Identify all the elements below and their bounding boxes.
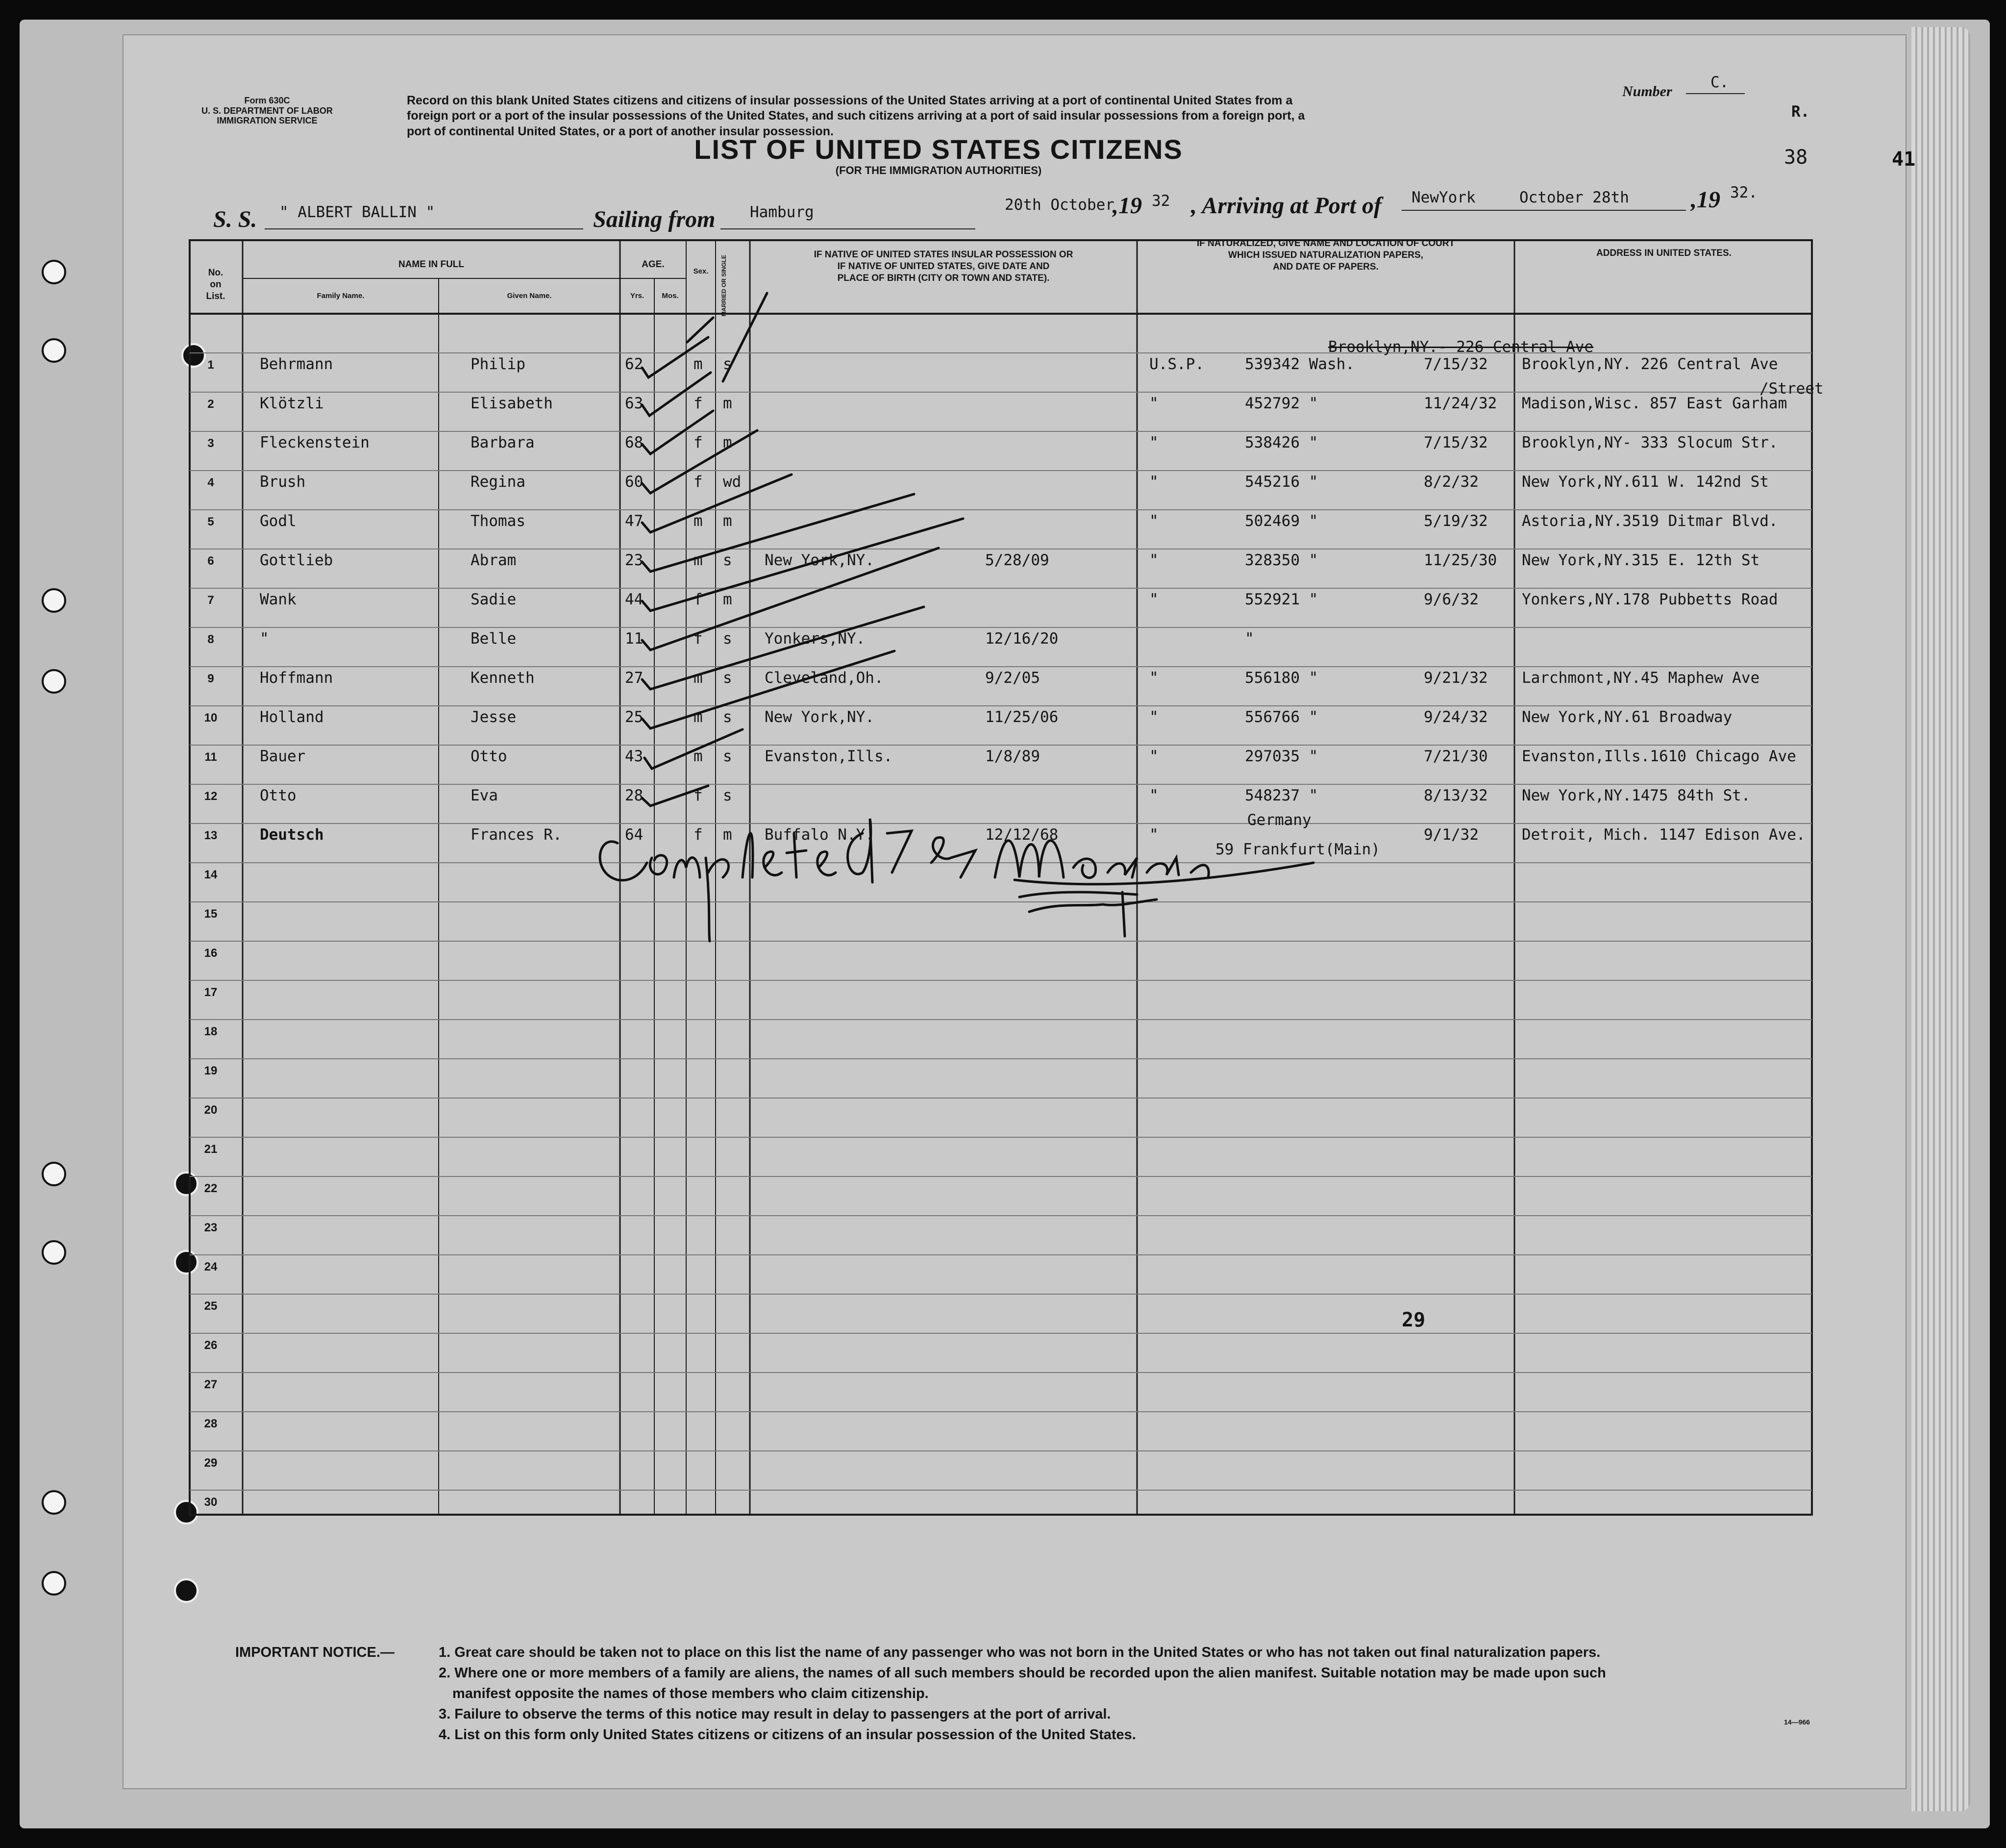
sex-cell: f — [693, 473, 703, 491]
sex-cell: f — [693, 591, 703, 608]
age-years-cell: 63 — [625, 395, 644, 412]
number-label: Number — [1622, 83, 1672, 100]
given-name-cell: Thomas — [471, 512, 525, 530]
notice-item: 2. Where one or more members of a family are aliens, the names of all such members should be recorded upon the alien manifest. Suitable notation may be made upon such — [439, 1665, 1606, 1681]
paper-date-cell: 11/24/32 — [1424, 395, 1497, 412]
address-cell: Larchmont,NY.45 Maphew Ave — [1522, 669, 1760, 687]
r-label: R. — [1791, 103, 1810, 121]
arriving-port: NewYork — [1412, 189, 1476, 206]
empty-row-number: 24 — [204, 1260, 218, 1274]
sex-cell: m — [693, 355, 703, 373]
marital-status-cell: s — [723, 630, 732, 648]
given-name-cell: Kenneth — [471, 669, 535, 687]
address-cell: New York,NY.61 Broadway — [1522, 708, 1733, 726]
paper-date-cell: 7/15/32 — [1424, 355, 1488, 373]
col-sex: Sex. — [693, 267, 709, 275]
empty-row-number: 21 — [204, 1143, 218, 1156]
certificate-cell: 297035 " — [1245, 748, 1318, 765]
certificate-cell: 328350 " — [1245, 551, 1318, 569]
empty-row-number: 17 — [204, 986, 218, 999]
family-name-cell: Godl — [260, 512, 297, 530]
court-cell: " — [1149, 434, 1159, 451]
marital-status-cell: wd — [723, 473, 742, 491]
given-name-cell: Frances R. — [471, 826, 562, 844]
service-name: IMMIGRATION SERVICE — [217, 116, 318, 126]
sex-cell: f — [693, 787, 703, 804]
ship-name: " ALBERT BALLIN " — [279, 203, 435, 221]
given-name-cell: Abram — [471, 551, 517, 569]
given-name-cell: Eva — [471, 787, 498, 804]
family-name-cell: Deutsch — [260, 826, 324, 844]
notice-lead: IMPORTANT NOTICE.— — [235, 1645, 395, 1660]
certificate-cell: 556180 " — [1245, 669, 1318, 687]
paper-date-cell: 11/25/30 — [1424, 551, 1497, 569]
marital-status-cell: s — [723, 787, 732, 804]
given-name-cell: Otto — [471, 748, 507, 765]
sex-cell: f — [693, 434, 703, 451]
court-cell: " — [1149, 826, 1159, 844]
page-subtitle: (FOR THE IMMIGRATION AUTHORITIES) — [835, 164, 1042, 176]
empty-row-number: 26 — [204, 1339, 218, 1352]
family-name-cell: Behrmann — [260, 355, 333, 373]
address-cell: New York,NY.611 W. 142nd St — [1522, 473, 1769, 491]
certificate-cell: 556766 " — [1245, 708, 1318, 726]
marital-status-cell: s — [723, 748, 732, 765]
sailing-underline — [720, 228, 975, 229]
empty-row-number: 28 — [204, 1417, 218, 1430]
rownum-cell: 1 — [207, 358, 214, 372]
age-years-cell: 64 — [625, 826, 644, 844]
birth-date-cell: 12/16/20 — [985, 630, 1059, 648]
arriving-underline — [1402, 210, 1686, 211]
marital-status-cell: m — [723, 591, 732, 608]
empty-row-number: 29 — [204, 1456, 218, 1470]
empty-row-number: 22 — [204, 1182, 218, 1195]
col-family-name: Family Name. — [317, 292, 365, 300]
rownum-cell: 9 — [207, 672, 214, 685]
rownum-cell: 7 — [207, 594, 214, 607]
certificate-cell: 502469 " — [1245, 512, 1318, 530]
binder-hole — [42, 588, 66, 613]
notice-item: 4. List on this form only United States citizens or citizens of an insular possession of the United States. — [439, 1727, 1136, 1743]
binder-hole — [42, 1240, 66, 1265]
address-cell: New York,NY.315 E. 12th St — [1522, 551, 1760, 569]
col-header-line: No. — [208, 268, 223, 278]
age-years-cell: 62 — [625, 355, 644, 373]
notice-item: 3. Failure to observe the terms of this notice may result in delay to passengers at the port of arrival. — [439, 1706, 1111, 1723]
marital-status-cell: m — [723, 395, 732, 412]
given-name-cell: Barbara — [471, 434, 535, 451]
record-line: port of continental United States, or a port of another insular possession. — [407, 124, 834, 138]
col-given-name: Given Name. — [507, 292, 552, 300]
inspector-signature — [588, 804, 1323, 951]
certificate-cell: Germany — [1247, 811, 1312, 829]
age-years-cell: 43 — [625, 748, 644, 765]
struck-address: Brooklyn,NY.- 226 Central Ave — [1328, 338, 1594, 356]
age-years-cell: 68 — [625, 434, 644, 451]
given-name-cell: Belle — [471, 630, 517, 648]
birth-place-cell: Evanston,Ills. — [765, 748, 893, 765]
record-instructions — [407, 93, 1549, 139]
family-name-cell: Bauer — [260, 748, 306, 765]
page-number: 38 — [1784, 146, 1808, 169]
rownum-cell: 6 — [207, 554, 214, 568]
marital-status-cell: m — [723, 434, 732, 451]
birth-date-cell: 5/28/09 — [985, 551, 1049, 569]
court-cell: U.S.P. — [1149, 355, 1204, 373]
age-years-cell: 27 — [625, 669, 644, 687]
family-name-cell: Holland — [260, 708, 324, 726]
paper-date-cell: 9/24/32 — [1424, 708, 1488, 726]
sex-cell: m — [693, 669, 703, 687]
address-cell: New York,NY.1475 84th St. — [1522, 787, 1751, 804]
col-address: ADDRESS IN UNITED STATES. — [1596, 248, 1732, 258]
binder-hole — [174, 1578, 198, 1603]
col-header-line: List. — [206, 291, 225, 301]
empty-row-number: 23 — [204, 1221, 218, 1234]
certificate-cell: 538426 " — [1245, 434, 1318, 451]
arriving-date: October 28th — [1519, 189, 1629, 206]
ship-underline — [265, 228, 583, 229]
marital-status-cell: s — [723, 708, 732, 726]
col-naturalization — [1139, 238, 1512, 273]
court-cell: " — [1149, 512, 1159, 530]
department-name: U. S. DEPARTMENT OF LABOR — [201, 105, 333, 116]
birth-place-cell: Buffalo N.Y. — [765, 826, 874, 844]
birth-place-cell: New York,NY. — [765, 551, 874, 569]
address-cell: Yonkers,NY.178 Pubbetts Road — [1522, 591, 1778, 608]
rownum-cell: 8 — [207, 633, 214, 646]
notice-item: 1. Great care should be taken not to place on this list the name of any passenger who was not born in the United States or who has not taken out final naturalization papers. — [439, 1645, 1601, 1660]
col-no-on-list — [191, 267, 240, 302]
paper-date-cell: 9/6/32 — [1424, 591, 1479, 608]
paper-date-cell: 9/1/32 — [1424, 826, 1479, 844]
family-name-cell: Fleckenstein — [260, 434, 370, 451]
birth-date-cell: 12/12/68 — [985, 826, 1059, 844]
family-name-cell: Klötzli — [260, 395, 324, 412]
birth-place-cell: Cleveland,Oh. — [765, 669, 884, 687]
paper-date-cell: 5/19/32 — [1424, 512, 1488, 530]
sailing-date: 20th October — [1005, 196, 1114, 214]
binder-hole — [42, 669, 66, 694]
empty-row-number: 14 — [204, 868, 218, 881]
family-name-cell: Brush — [260, 473, 306, 491]
rownum-cell: 3 — [207, 437, 214, 450]
given-name-cell: Regina — [471, 473, 525, 491]
given-name-cell: Philip — [471, 355, 525, 373]
record-line: Record on this blank United States citizens and citizens of insular possessions of the United States arriving at a port of continental United States from a — [407, 94, 1293, 107]
form-number: Form 630C — [244, 96, 290, 105]
court-cell: " — [1149, 708, 1159, 726]
col-header-line: IF NATIVE OF UNITED STATES, GIVE DATE AND — [837, 261, 1050, 272]
rownum-cell: 2 — [207, 398, 214, 411]
paper-date-cell: 7/15/32 — [1424, 434, 1488, 451]
court-cell: " — [1149, 473, 1159, 491]
year-label: ,19 — [1691, 187, 1720, 213]
address-cell: Brooklyn,NY- 333 Slocum Str. — [1522, 434, 1778, 451]
col-age-months: Mos. — [662, 292, 679, 300]
address-cell: Brooklyn,NY. 226 Central Ave — [1522, 355, 1778, 373]
binder-hole — [42, 1490, 66, 1515]
paper-date-cell: 8/2/32 — [1424, 473, 1479, 491]
rownum-cell: 12 — [204, 790, 218, 803]
family-name-cell: Wank — [260, 591, 297, 608]
sex-cell: m — [693, 551, 703, 569]
sex-cell: m — [693, 708, 703, 726]
address-cell: Detroit, Mich. 1147 Edison Ave. — [1522, 826, 1806, 844]
age-years-cell: 44 — [625, 591, 644, 608]
page-title: LIST OF UNITED STATES CITIZENS — [694, 134, 1183, 165]
binder-hole — [42, 338, 66, 363]
record-line: foreign port or a port of the insular possessions of the United States, and such citizens arriving at a port of said insular possessions from a foreign port, a — [407, 109, 1305, 123]
ss-label: S. S. — [213, 206, 257, 232]
col-age: AGE. — [642, 259, 665, 270]
certificate-cell: 452792 " — [1245, 395, 1318, 412]
col-age-years: Yrs. — [630, 292, 644, 300]
number-underline — [1686, 93, 1745, 94]
birth-place-cell: Yonkers,NY. — [765, 630, 866, 648]
birth-place-cell: New York,NY. — [765, 708, 874, 726]
empty-row-number: 27 — [204, 1378, 218, 1391]
address-cell-extra: /Street — [1759, 380, 1824, 398]
sailing-port: Hamburg — [750, 203, 814, 221]
rownum-cell: 5 — [207, 515, 214, 528]
sailing-year: 32 — [1152, 192, 1170, 210]
notice-item: manifest opposite the names of those members who claim citizenship. — [452, 1686, 929, 1702]
address-cell: Astoria,NY.3519 Ditmar Blvd. — [1522, 512, 1778, 530]
birth-date-cell: 9/2/05 — [985, 669, 1040, 687]
court-cell: " — [1149, 787, 1159, 804]
empty-row-number: 30 — [204, 1496, 218, 1509]
sex-cell: f — [693, 826, 703, 844]
empty-row-number: 15 — [204, 907, 218, 921]
binder-hole — [42, 260, 66, 284]
col-header-line: IF NATIVE OF UNITED STATES INSULAR POSSESSION OR — [814, 250, 1073, 260]
col-header-line: on — [210, 279, 222, 290]
col-header-line: PLACE OF BIRTH (CITY OR TOWN AND STATE). — [837, 273, 1050, 283]
sex-cell: f — [693, 630, 703, 648]
year-label: ,19 — [1113, 193, 1142, 219]
birth-date-cell: 11/25/06 — [985, 708, 1059, 726]
marginal-number: 29 — [1402, 1309, 1426, 1331]
birth-date-cell: 1/8/89 — [985, 748, 1040, 765]
marital-status-cell: m — [723, 512, 732, 530]
empty-row-number: 18 — [204, 1025, 218, 1038]
address-cell: Madison,Wisc. 857 East Garham — [1522, 395, 1787, 412]
given-name-cell: Sadie — [471, 591, 517, 608]
age-years-cell: 47 — [625, 512, 644, 530]
court-cell: " — [1149, 748, 1159, 765]
address-cell: Evanston,Ills.1610 Chicago Ave — [1522, 748, 1796, 765]
col-header-line: WHICH ISSUED NATURALIZATION PAPERS, — [1228, 250, 1423, 260]
col-header-line: AND DATE OF PAPERS. — [1273, 261, 1379, 272]
marital-status-cell: s — [723, 551, 732, 569]
sex-cell: m — [693, 748, 703, 765]
empty-row-number: 16 — [204, 947, 218, 960]
paper-date-cell: 7/21/30 — [1424, 748, 1488, 765]
col-native-birth — [752, 249, 1135, 284]
court-cell: " — [1149, 591, 1159, 608]
certificate-cell: 539342 Wash. — [1245, 355, 1355, 373]
sailing-from-label: Sailing from — [593, 206, 716, 232]
col-married-or-single: MARRIED OR SINGLE — [720, 255, 727, 317]
col-name-in-full: NAME IN FULL — [398, 259, 465, 270]
family-name-cell: " — [260, 630, 269, 648]
rownum-cell: 10 — [204, 711, 218, 724]
age-years-cell: 60 — [625, 473, 644, 491]
notice-items — [439, 1642, 1875, 1745]
marital-status-cell: m — [723, 826, 732, 844]
family-name-cell: Gottlieb — [260, 551, 333, 569]
empty-row-number: 25 — [204, 1299, 218, 1313]
marital-status-cell: s — [723, 669, 732, 687]
family-name-cell: Hoffmann — [260, 669, 333, 687]
rownum-cell: 4 — [207, 476, 214, 489]
certificate-cell: " — [1245, 630, 1254, 648]
certificate-cell: 545216 " — [1245, 473, 1318, 491]
certificate-cell: 552921 " — [1245, 591, 1318, 608]
court-cell: " — [1149, 395, 1159, 412]
stamp-number: 41 — [1892, 148, 1916, 171]
paper-date-cell: 9/21/32 — [1424, 669, 1488, 687]
given-name-cell: Jesse — [471, 708, 517, 726]
sex-cell: m — [693, 512, 703, 530]
certificate-cell-extra: 59 Frankfurt(Main) — [1215, 841, 1380, 858]
number-value: C. — [1710, 74, 1729, 91]
rownum-cell: 13 — [204, 829, 218, 842]
age-years-cell: 11 — [625, 630, 644, 648]
sex-cell: f — [693, 395, 703, 412]
paper-date-cell: 8/13/32 — [1424, 787, 1488, 804]
age-years-cell: 23 — [625, 551, 644, 569]
age-years-cell: 25 — [625, 708, 644, 726]
arriving-year: 32. — [1730, 184, 1758, 201]
empty-row-number: 19 — [204, 1064, 218, 1077]
stacked-page-edges — [1911, 27, 1970, 1811]
court-cell: " — [1149, 669, 1159, 687]
given-name-cell: Elisabeth — [471, 395, 553, 412]
arriving-label: , Arriving at Port of — [1191, 193, 1382, 219]
marital-status-cell: s — [723, 355, 732, 373]
binder-hole — [42, 1571, 66, 1596]
court-cell: " — [1149, 551, 1159, 569]
binder-hole — [42, 1162, 66, 1186]
family-name-cell: Otto — [260, 787, 297, 804]
rownum-cell: 11 — [204, 750, 217, 764]
form-info — [186, 96, 348, 126]
age-years-cell: 28 — [625, 787, 644, 804]
form-print-number: 14—966 — [1784, 1718, 1810, 1726]
col-header-line: IF NATURALIZED, GIVE NAME AND LOCATION OF COURT — [1196, 238, 1455, 249]
certificate-cell: 548237 " — [1245, 787, 1318, 804]
empty-row-number: 20 — [204, 1103, 218, 1117]
